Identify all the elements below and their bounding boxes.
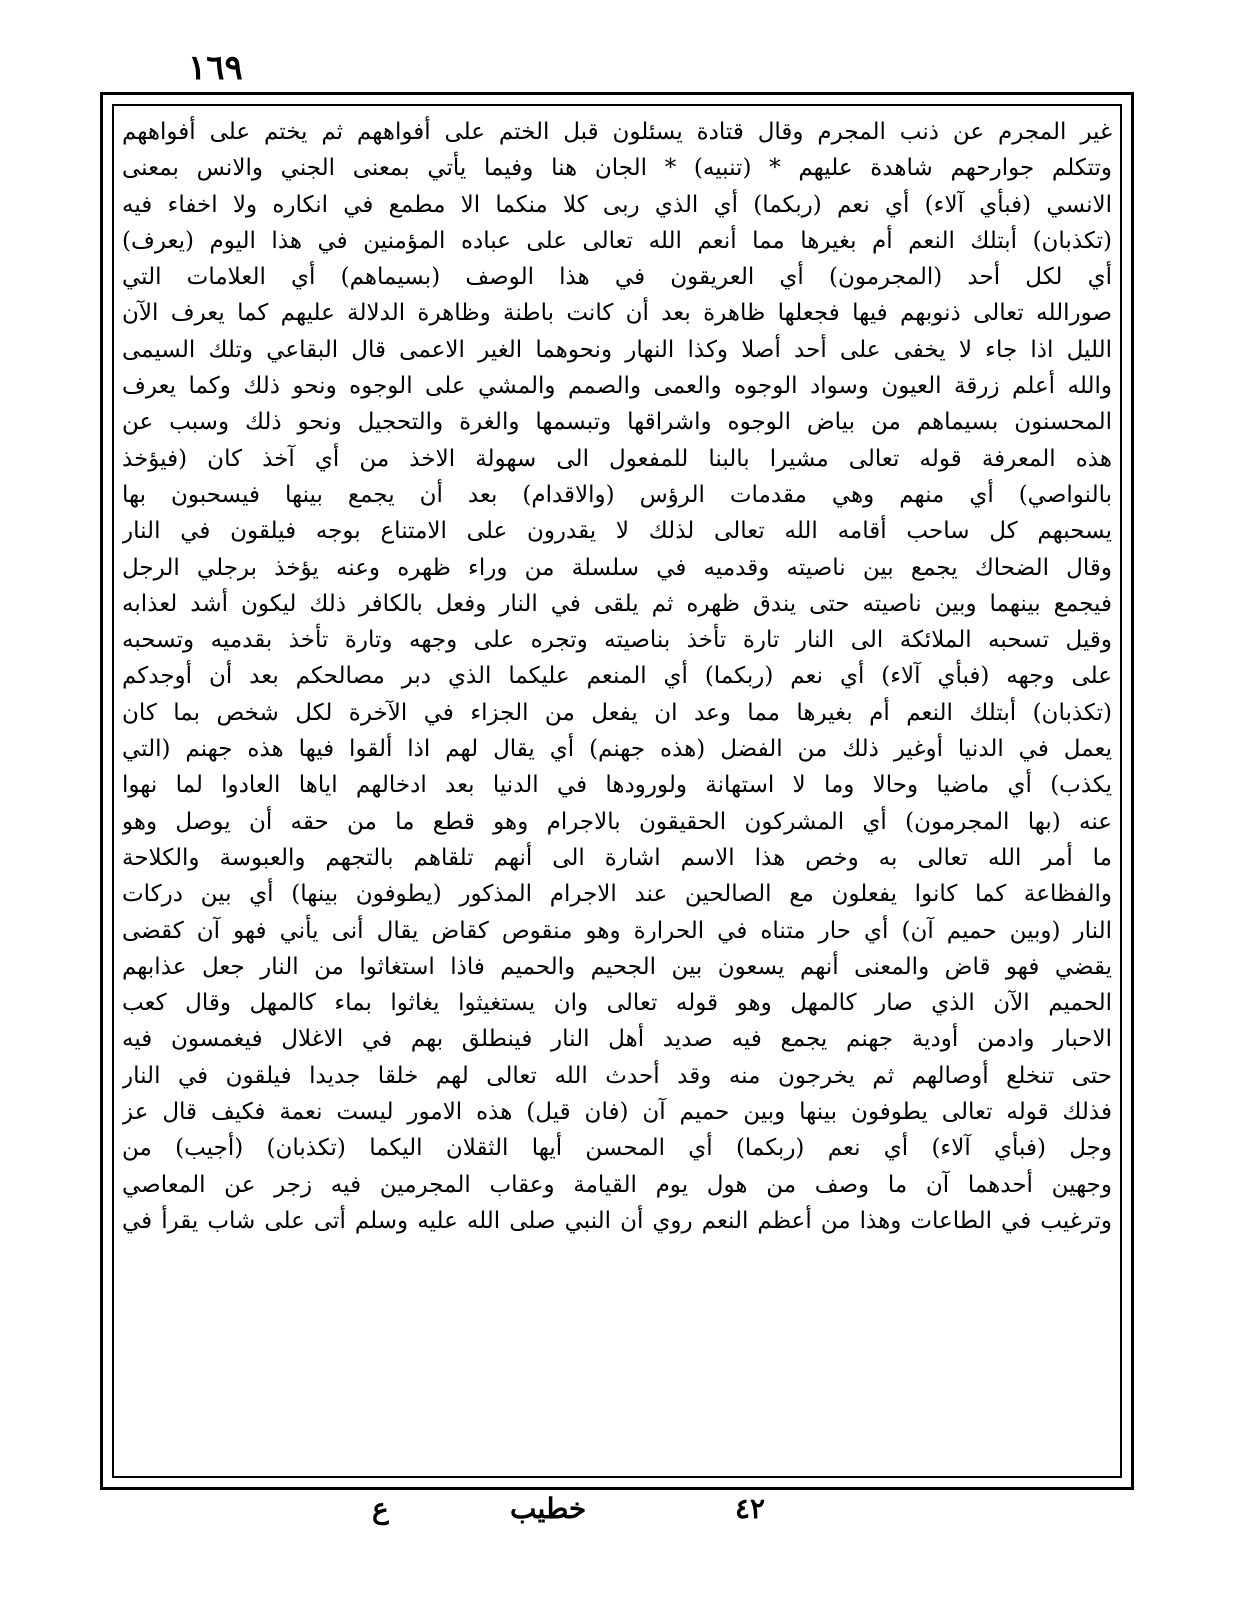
text-line: فيجمع بينهما وبين ناصيته حتى يندق ظهره ثم يلقى في النار وفعل بالكافر ذلك ليكون أشد لعذابه <box>122 590 1112 617</box>
footer-signature-name: خطيب <box>510 1492 587 1525</box>
text-line: يقضي فهو قاض والمعنى أنهم يسعون بين الجحيم والحميم فاذا استغاثوا من النار جعل عذابهم <box>122 953 1112 980</box>
text-line: وقال الضحاك يجمع بين ناصيته وقدميه في سلسلة من وراء ظهره وعنه يؤخذ برجلي الرجل <box>122 554 1112 581</box>
footer-signature-letter: ع <box>372 1492 389 1525</box>
text-line: والله أعلم زرقة العيون وسواد الوجوه والعمى والصمم والمشي على الوجوه ونحو ذلك وكما يعرف <box>122 373 1112 400</box>
text-line: والفظاعة كما كانوا يفعلون مع الصالحين عند الاجرام المذكور (يطوفون بينها) أي بين دركات <box>122 881 1112 908</box>
text-line: هذه المعرفة قوله تعالى مشيرا بالبنا للمفعول الى سهولة الاخذ من أي آخذ كان (فيؤخذ <box>122 445 1112 472</box>
text-line: حتى تنخلع أوصالهم ثم يخرجون منه وقد أحدث الله تعالى لهم خلقا جديدا فيلقون في النار <box>122 1062 1112 1089</box>
text-line: عنه (بها المجرمون) أي المشركون الحقيقون بالاجرام وهو قطع ما من حقه أن يوصل وهو <box>122 808 1112 835</box>
page-number: ١٦٩ <box>188 48 243 88</box>
text-line: غير المجرم عن ذنب المجرم وقال قتادة يسئلون قبل الختم على أفواههم ثم يختم على أفواههم <box>122 119 1112 145</box>
text-line: أي لكل أحد (المجرمون) أي العريقون في هذا الوصف (بسيماهم) أي العلامات التي <box>122 264 1112 291</box>
text-line: وتتكلم جوارحهم شاهدة عليهم * (تنبيه) * الجان هنا وفيما يأتي بمعنى الجني والانس بمعنى <box>122 155 1112 182</box>
text-line: الانسي (فبأي آلاء) أي نعم (ربكما) أي الذي ربى كلا منكما الا مطمع في انكاره ولا اخفاء فيه <box>122 191 1112 218</box>
text-line: المحسنون بسيماهم من بياض الوجوه واشراقها وتبسمها والغرة والتحجيل ونحو ذلك وسبب عن <box>122 409 1112 436</box>
page-footer <box>0 1492 1240 1542</box>
text-line: على وجهه (فبأي آلاء) أي نعم (ربكما) أي المنعم عليكما الذي دبر مصالحكم بعد أن أوجدكم <box>122 663 1112 690</box>
text-line: الحميم الآن الذي صار كالمهل وهو قوله تعالى وان يستغيثوا يغاثوا بماء كالمهل وقال كعب <box>122 990 1112 1017</box>
text-line: وجل (فبأي آلاء) أي نعم (ربكما) أي المحسن أيها الثقلان اليكما (تكذبان) (أجيب) من <box>122 1135 1112 1162</box>
text-line: صورالله تعالى ذنوبهم فيها فجعلها ظاهرة بعد أن كانت باطنة وظاهرة الدلالة عليهم كما يعرف الآن <box>122 300 1112 327</box>
text-line: يعمل في الدنيا أوغير ذلك من الفضل (هذه جهنم) أي يقال لهم اذا ألقوا فيها هذه جهنم (التي <box>122 736 1112 763</box>
text-line: يكذب) أي ماضيا وحالا وما لا استهانة ولورودها في الدنيا بعد ادخالهم اياها العادوا لما نهوا <box>122 772 1112 799</box>
text-line: الاحبار وادمن أودية جهنم يجمع فيه صديد أهل النار فينطلق بهم في الاغلال فيغمسون فيه <box>122 1026 1112 1053</box>
text-line: بالنواصي) أي منهم وهي مقدمات الرؤس (والاقدام) بعد أن يجمع بينها فيسحبون بها <box>122 481 1112 508</box>
text-line: النار (وبين حميم آن) أي حار متناه في الحرارة وهو منقوص كقاض يقال أنى يأني فهو آن كقضى <box>122 917 1112 944</box>
text-line: وترغيب في الطاعات وهذا من أعظم النعم روي أن النبي صلى الله عليه وسلم أتى على شاب يقرأ في <box>122 1207 1112 1234</box>
text-line: وجهين أحدهما آن ما وصف من هول يوم القيامة وعقاب المجرمين فيه زجر عن المعاصي <box>122 1171 1112 1198</box>
text-line: ما أمر الله تعالى به وخص هذا الاسم اشارة الى أنهم تلقاهم بالتجهم والعبوسة والكلاحة <box>122 844 1112 871</box>
text-body <box>122 114 1112 1468</box>
text-line: وقيل تسحبه الملائكة الى النار تارة تأخذ بناصيته وتجره على وجهه وتارة تأخذ بقدميه وتسحبه <box>122 627 1112 654</box>
text-line: (تكذبان) أبتلك النعم أم بغيرها مما وعد ان يفعل من الجزاء في الآخرة لكل شخص بما كان <box>122 699 1112 726</box>
text-line: يسحبهم كل ساحب أقامه الله تعالى لذلك لا يقدرون على الامتناع بوجه فيلقون في النار <box>122 518 1112 545</box>
text-line: الليل اذا جاء لا يخفى على أحد أصلا وكذا النهار ونحوهما الغير الاعمى قال البقاعي وتلك السيمى <box>122 336 1112 363</box>
footer-signature-number: ٤٢ <box>735 1492 766 1525</box>
text-line: (تكذبان) أبتلك النعم أم بغيرها مما أنعم الله تعالى على عباده المؤمنين في هذا اليوم (يعرف) <box>122 227 1112 254</box>
text-line: فذلك قوله تعالى يطوفون بينها وبين حميم آن (فان قيل) هذه الامور ليست نعمة فكيف قال عز <box>122 1099 1112 1126</box>
